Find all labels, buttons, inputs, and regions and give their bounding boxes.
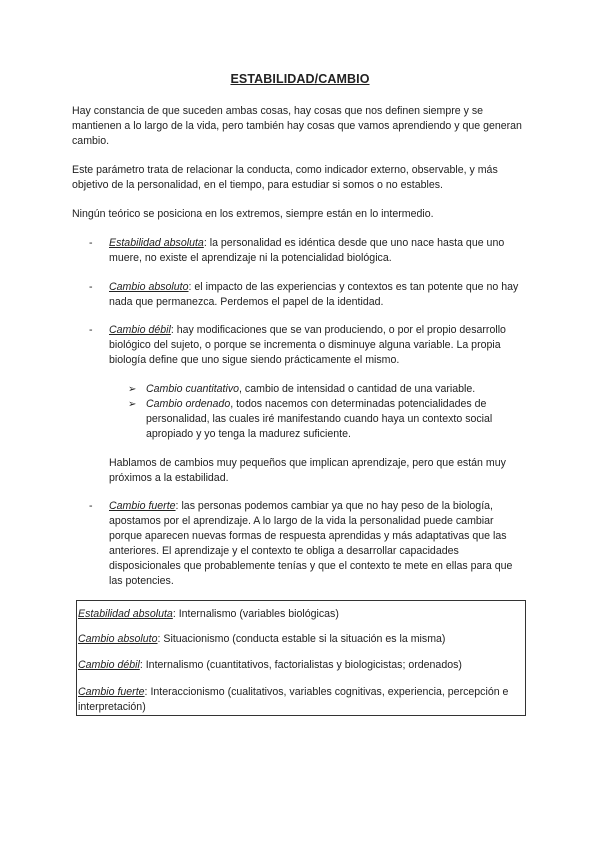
subterm-cambio-cuantitativo: Cambio cuantitativo [146, 383, 240, 395]
arrow-bullet-icon: ➢ [128, 384, 137, 395]
term-separator: : [203, 237, 207, 249]
item-text: hay modificaciones que se van produciendo, o por el propio desarrollo biológico del sujeto, o porque se incrementa o disminuye alguna variable. La propia biología define que uno sigue siendo prácticamente el mismo. [109, 324, 506, 366]
bullet-dash: - [89, 237, 93, 249]
summary-term: Estabilidad absoluta [78, 608, 173, 620]
term-cambio-absoluto: Cambio absoluto [109, 281, 189, 293]
term-cambio-debil: Cambio débil [109, 324, 171, 336]
bullet-dash: - [89, 281, 93, 293]
term-estabilidad-absoluta: Estabilidad absoluta [109, 237, 204, 249]
summary-text: Interaccionismo (cualitativos, variables cognitivas, experiencia, percepción e interpretación) [78, 686, 509, 713]
subterm-cambio-ordenado: Cambio ordenado [146, 398, 231, 410]
summary-text: Internalismo (variables biológicas) [175, 608, 339, 620]
summary-term: Cambio débil [78, 659, 140, 671]
summary-separator: : [144, 686, 148, 698]
item-text: las personas podemos cambiar ya que no hay peso de la biología, apostamos por el aprendizaje. A lo largo de la vida la personalidad puede cambiar porque aparecen nuevas formas de respuesta aprendidas y más adaptativas que las anteriores. El aprendizaje y el contexto te obliga a desarrollar capacidades disposicionales que probablemente tenías y que el contexto te mete en ellas para que las potencies. [109, 500, 513, 587]
summary-row-cambio-fuerte [78, 685, 524, 715]
summary-separator: : [157, 633, 161, 645]
document-title: ESTABILIDAD/CAMBIO [230, 72, 370, 86]
bullet-dash: - [89, 324, 93, 336]
term-cambio-fuerte: Cambio fuerte [109, 500, 176, 512]
sub-item-text: , todos nacemos con determinadas potencialidades de personalidad, las cuales iré manifestando cuando haya un contexto social apropiado y yo tenga la madurez suficiente. [146, 398, 493, 440]
term-separator: : [170, 324, 174, 336]
item-text: la personalidad es idéntica desde que uno nace hasta que uno muere, no existe el aprendizaje ni la potencialidad biológica. [109, 237, 505, 264]
summary-term: Cambio fuerte [78, 686, 145, 698]
intro-paragraph-2: Este parámetro trata de relacionar la conducta, como indicador externo, observable, y más objetivo de la personalidad, en el tiempo, para estudiar si somos o no estables. [72, 164, 498, 191]
summary-text: Internalismo (cuantitativos, factorialistas y biologicistas; ordenados) [142, 659, 462, 671]
bullet-dash: - [89, 500, 93, 512]
summary-row-cambio-debil [78, 658, 524, 673]
summary-separator: : [172, 608, 176, 620]
summary-text: Situacionismo (conducta estable si la situación es la misma) [160, 633, 446, 645]
intro-paragraph-3: Ningún teórico se posiciona en los extremos, siempre están en lo intermedio. [72, 208, 434, 220]
summary-separator: : [139, 659, 143, 671]
summary-row-cambio-absoluto [78, 632, 524, 647]
summary-row-estabilidad-absoluta [78, 607, 524, 622]
sub-item-text: , cambio de intensidad o cantidad de una variable. [239, 383, 476, 395]
term-separator: : [175, 500, 179, 512]
note-paragraph: Hablamos de cambios muy pequeños que implican aprendizaje, pero que están muy próximos a la estabilidad. [109, 457, 506, 484]
item-text: el impacto de las experiencias y contextos es tan potente que no hay nada que permanezca. Perdemos el papel de la identidad. [109, 281, 519, 308]
term-separator: : [188, 281, 192, 293]
summary-box [76, 600, 526, 716]
arrow-bullet-icon: ➢ [128, 399, 137, 410]
intro-paragraph-1: Hay constancia de que suceden ambas cosas, hay cosas que nos definen siempre y se mantienen a lo largo de la vida, pero también hay cosas que vamos aprendiendo y que generan cambio. [72, 105, 522, 147]
summary-term: Cambio absoluto [78, 633, 158, 645]
